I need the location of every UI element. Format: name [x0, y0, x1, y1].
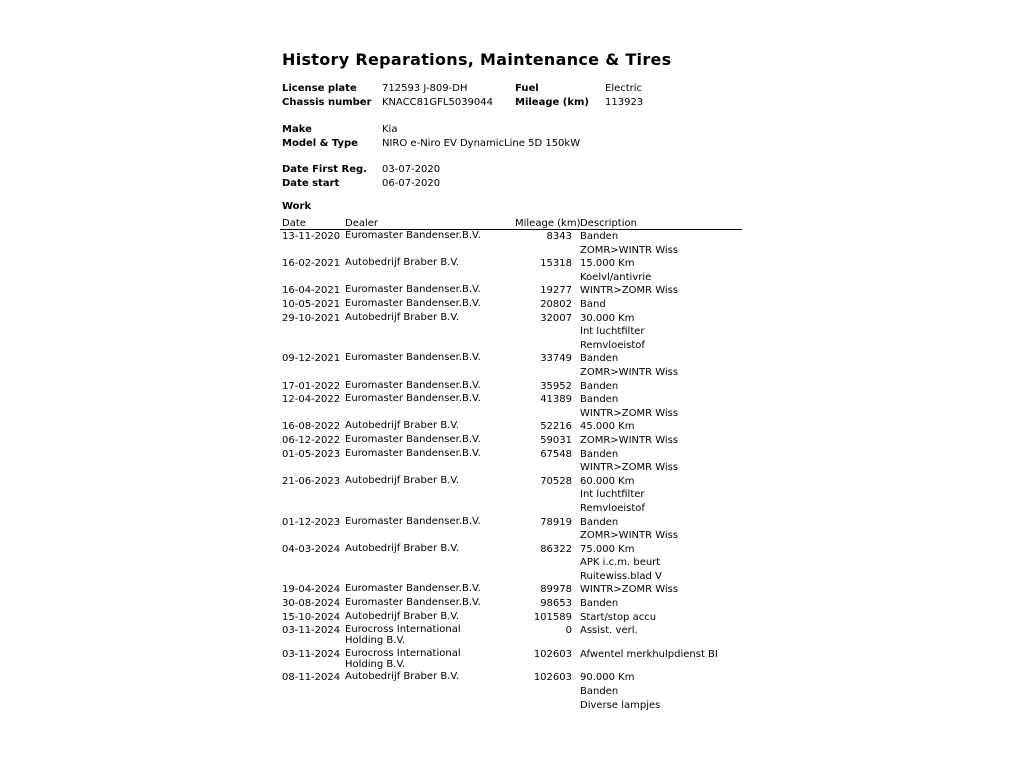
first-reg-label: Date First Reg.: [282, 164, 367, 175]
row-mileage: 102603: [533, 648, 572, 660]
row-dealer: Euromaster Bandenser.B.V.: [345, 379, 481, 391]
row-dealer: Euromaster Bandenser.B.V.: [345, 352, 481, 364]
row-mileage: 32007: [540, 312, 572, 324]
row-dealer: Autobedrijf Braber B.V.: [345, 311, 460, 323]
table-row: [282, 648, 742, 672]
row-description-line: Banden: [580, 598, 619, 610]
table-row: [282, 352, 742, 379]
row-mileage: 35952: [540, 380, 572, 392]
row-dealer: Euromaster Bandenser.B.V.: [345, 515, 481, 527]
row-mileage: 89978: [540, 584, 572, 596]
row-description-line: ZOMR>WINTR Wiss: [580, 530, 679, 542]
table-row: [282, 543, 742, 584]
row-description-line: 30.000 Km: [580, 312, 635, 324]
row-description-line: Int luchtfilter: [580, 489, 645, 501]
col-date-header: Date: [282, 218, 306, 229]
row-date: 12-04-2022: [282, 394, 341, 406]
model-value: NIRO e-Niro EV DynamicLine 5D 150kW: [382, 138, 581, 149]
row-description-line: Banden: [580, 380, 619, 392]
row-description-line: Diverse lampjes: [580, 699, 661, 711]
row-description-line: Banden: [580, 516, 619, 528]
row-date: 01-12-2023: [282, 516, 341, 528]
row-date: 13-11-2020: [282, 231, 341, 242]
page-title: History Reparations, Maintenance & Tires: [282, 50, 672, 69]
row-mileage: 102603: [533, 672, 572, 684]
row-date: 03-11-2024: [282, 625, 341, 637]
row-description-line: Koelvl/antivrie: [580, 271, 652, 283]
row-date: 09-12-2021: [282, 353, 341, 365]
table-row: [282, 380, 742, 394]
row-description-line: WINTR>ZOMR Wiss: [580, 407, 679, 419]
fuel-label: Fuel: [515, 83, 539, 94]
table-row: [282, 230, 742, 257]
table-row: [282, 298, 742, 312]
row-description-line: 60.000 Km: [580, 475, 635, 487]
row-description-line: Banden: [580, 231, 619, 242]
row-mileage: 20802: [540, 298, 572, 310]
table-row: [282, 624, 742, 648]
row-mileage: 98653: [540, 598, 572, 610]
row-description-line: 75.000 Km: [580, 543, 635, 555]
table-row: [282, 475, 742, 516]
mileage-label: Mileage (km): [515, 97, 589, 108]
row-mileage: 41389: [540, 394, 572, 406]
table-row: [282, 257, 742, 284]
table-row: [282, 434, 742, 448]
chassis-label: Chassis number: [282, 97, 372, 108]
row-mileage: 52216: [540, 421, 572, 433]
work-table-body: [282, 230, 742, 712]
table-row: [282, 516, 742, 543]
row-date: 16-08-2022: [282, 421, 341, 433]
license-plate-label: License plate: [282, 83, 357, 94]
row-description-line: ZOMR>WINTR Wiss: [580, 244, 679, 256]
row-date: 17-01-2022: [282, 380, 341, 392]
table-row: [282, 420, 742, 434]
row-mileage: 70528: [540, 475, 572, 487]
row-description-line: Assist. verl.: [580, 625, 638, 637]
table-row: [282, 597, 742, 611]
row-mileage: 19277: [540, 285, 572, 297]
table-row: [282, 583, 742, 597]
row-mileage: 59031: [540, 434, 572, 446]
work-table-header: [280, 217, 742, 230]
col-dealer-header: Dealer: [345, 218, 379, 229]
row-description-line: Banden: [580, 353, 619, 365]
first-reg-value: 03-07-2020: [382, 164, 441, 175]
mileage-value: 113923: [605, 97, 644, 108]
make-label: Make: [282, 124, 312, 135]
row-mileage: 86322: [540, 543, 572, 555]
row-description-line: Remvloeistof: [580, 502, 645, 514]
row-date: 30-08-2024: [282, 598, 341, 610]
row-description-line: 15.000 Km: [580, 258, 635, 270]
row-mileage: 101589: [533, 611, 572, 623]
row-dealer: Autobedrijf Braber B.V.: [345, 671, 460, 683]
license-plate-value: 712593 J-809-DH: [382, 83, 468, 94]
make-value: Kia: [382, 124, 398, 135]
table-row: [282, 393, 742, 420]
row-mileage: 0: [565, 625, 572, 637]
row-dealer: Euromaster Bandenser.B.V.: [345, 433, 481, 445]
row-description-line: ZOMR>WINTR Wiss: [580, 366, 679, 378]
row-description-line: Banden: [580, 448, 619, 460]
row-dealer: Autobedrijf Braber B.V.: [345, 257, 460, 269]
row-dealer: Eurocross International Holding B.V.: [345, 647, 461, 670]
row-dealer: Eurocross International Holding B.V.: [345, 624, 461, 647]
row-date: 16-04-2021: [282, 285, 341, 297]
row-date: 29-10-2021: [282, 312, 341, 324]
col-mileage-header: Mileage (km): [515, 218, 581, 229]
row-date: 16-02-2021: [282, 258, 341, 270]
table-row: [282, 312, 742, 353]
date-start-label: Date start: [282, 178, 340, 189]
row-dealer: Autobedrijf Braber B.V.: [345, 474, 460, 486]
row-description-line: WINTR>ZOMR Wiss: [580, 462, 679, 474]
row-date: 03-11-2024: [282, 648, 341, 660]
row-mileage: 15318: [540, 258, 572, 270]
row-date: 06-12-2022: [282, 434, 341, 446]
row-description-line: Banden: [580, 394, 619, 406]
date-start-value: 06-07-2020: [382, 178, 441, 189]
table-row: [282, 448, 742, 475]
row-date: 04-03-2024: [282, 543, 341, 555]
row-mileage: 8343: [546, 231, 572, 242]
row-description-line: Start/stop accu: [580, 611, 657, 623]
table-row: [282, 671, 742, 712]
row-date: 21-06-2023: [282, 475, 341, 487]
row-dealer: Euromaster Bandenser.B.V.: [345, 297, 481, 309]
row-description-line: APK i.c.m. beurt: [580, 557, 661, 569]
row-description-line: 90.000 Km: [580, 672, 635, 684]
row-dealer: Autobedrijf Braber B.V.: [345, 610, 460, 622]
row-description-line: Band: [580, 298, 606, 310]
row-dealer: Euromaster Bandenser.B.V.: [345, 447, 481, 459]
row-description-line: 45.000 Km: [580, 421, 635, 433]
row-mileage: 67548: [540, 448, 572, 460]
chassis-value: KNACC81GFL5039044: [382, 97, 494, 108]
table-row: [282, 611, 742, 625]
table-row: [282, 284, 742, 298]
row-date: 10-05-2021: [282, 298, 341, 310]
row-dealer: Euromaster Bandenser.B.V.: [345, 583, 481, 595]
model-label: Model & Type: [282, 138, 358, 149]
row-dealer: Autobedrijf Braber B.V.: [345, 542, 460, 554]
row-description-line: ZOMR>WINTR Wiss: [580, 434, 679, 446]
row-dealer: Euromaster Bandenser.B.V.: [345, 597, 481, 609]
row-mileage: 78919: [540, 516, 572, 528]
work-heading: Work: [282, 201, 312, 212]
row-dealer: Euromaster Bandenser.B.V.: [345, 284, 481, 296]
row-description-line: Banden: [580, 686, 619, 698]
row-dealer: Autobedrijf Braber B.V.: [345, 420, 460, 432]
row-mileage: 33749: [540, 353, 572, 365]
row-description-line: Remvloeistof: [580, 339, 645, 351]
row-description-line: WINTR>ZOMR Wiss: [580, 285, 679, 297]
col-description-header: Description: [580, 218, 637, 229]
row-description-line: Afwentel merkhulpdienst BI: [580, 648, 718, 660]
row-description-line: Ruitewiss.blad V: [580, 570, 662, 582]
row-description-line: WINTR>ZOMR Wiss: [580, 584, 679, 596]
row-dealer: Euromaster Bandenser.B.V.: [345, 230, 481, 241]
fuel-value: Electric: [605, 83, 643, 94]
row-date: 15-10-2024: [282, 611, 341, 623]
row-dealer: Euromaster Bandenser.B.V.: [345, 393, 481, 405]
row-description-line: Int luchtfilter: [580, 326, 645, 338]
row-date: 19-04-2024: [282, 584, 341, 596]
row-date: 01-05-2023: [282, 448, 341, 460]
row-date: 08-11-2024: [282, 672, 341, 684]
